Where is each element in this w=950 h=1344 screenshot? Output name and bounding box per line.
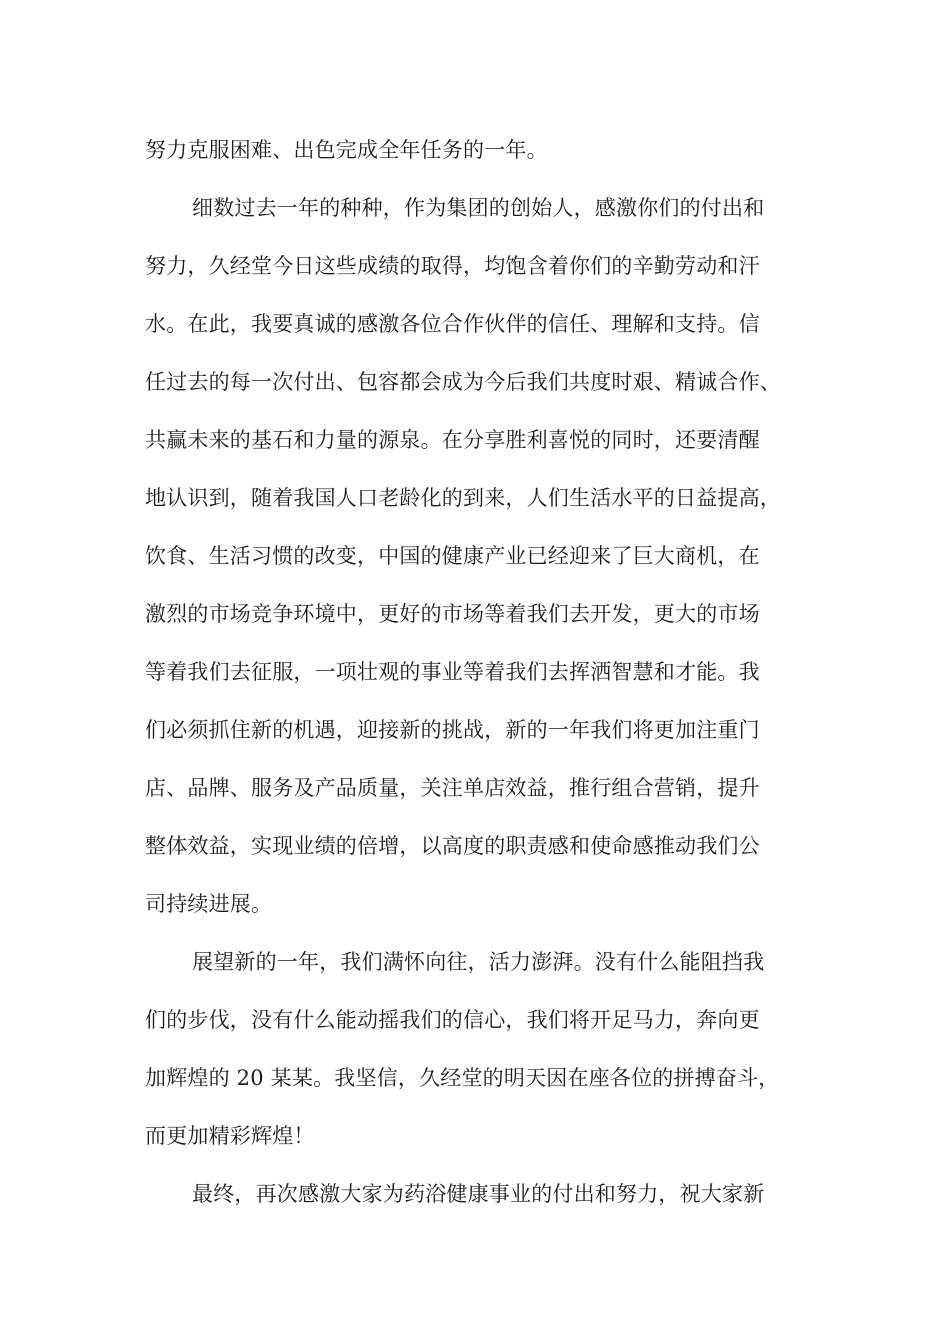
text-line: 加辉煌的 20 某某。我坚信，久经堂的明天因在座各位的拼搏奋斗， [145, 1066, 780, 1090]
paragraph-first-line: 展望新的一年，我们满怀向往，活力澎湃。没有什么能阻挡我 [192, 950, 765, 974]
text-line: 任过去的每一次付出、包容都会成为今后我们共度时艰、精诚合作、 [145, 370, 781, 394]
paragraph-first-line: 细数过去一年的种种，作为集团的创始人，感激你们的付出和 [192, 196, 765, 220]
text-line: 司持续进展。 [145, 892, 273, 916]
text-line: 努力，久经堂今日这些成绩的取得，均饱含着你们的辛勤劳动和汗 [145, 254, 760, 278]
text-line: 激烈的市场竞争环境中，更好的市场等着我们去开发，更大的市场 [145, 602, 760, 626]
text-line: 努力克服困难、出色完成全年任务的一年。 [145, 138, 548, 162]
text-line: 整体效益，实现业绩的倍增，以高度的职责感和使命感推动我们公 [145, 834, 760, 858]
text-line: 共赢未来的基石和力量的源泉。在分享胜利喜悦的同时，还要清醒 [145, 428, 760, 452]
text-line: 地认识到，随着我国人口老龄化的到来，人们生活水平的日益提高， [145, 486, 781, 510]
text-line: 们的步伐，没有什么能动摇我们的信心，我们将开足马力，奔向更 [145, 1008, 760, 1032]
text-line: 而更加精彩辉煌！ [145, 1124, 315, 1148]
text-line: 等着我们去征服，一项壮观的事业等着我们去挥洒智慧和才能。我 [145, 660, 760, 684]
paragraph-first-line: 最终，再次感激大家为药浴健康事业的付出和努力，祝大家新 [192, 1182, 765, 1206]
text-line: 店、品牌、服务及产品质量，关注单店效益，推行组合营销，提升 [145, 776, 760, 800]
text-line: 饮食、生活习惯的改变，中国的健康产业已经迎来了巨大商机，在 [145, 544, 760, 568]
text-line: 们必须抓住新的机遇，迎接新的挑战，新的一年我们将更加注重门 [145, 718, 760, 742]
text-line: 水。在此，我要真诚的感激各位合作伙伴的信任、理解和支持。信 [145, 312, 760, 336]
